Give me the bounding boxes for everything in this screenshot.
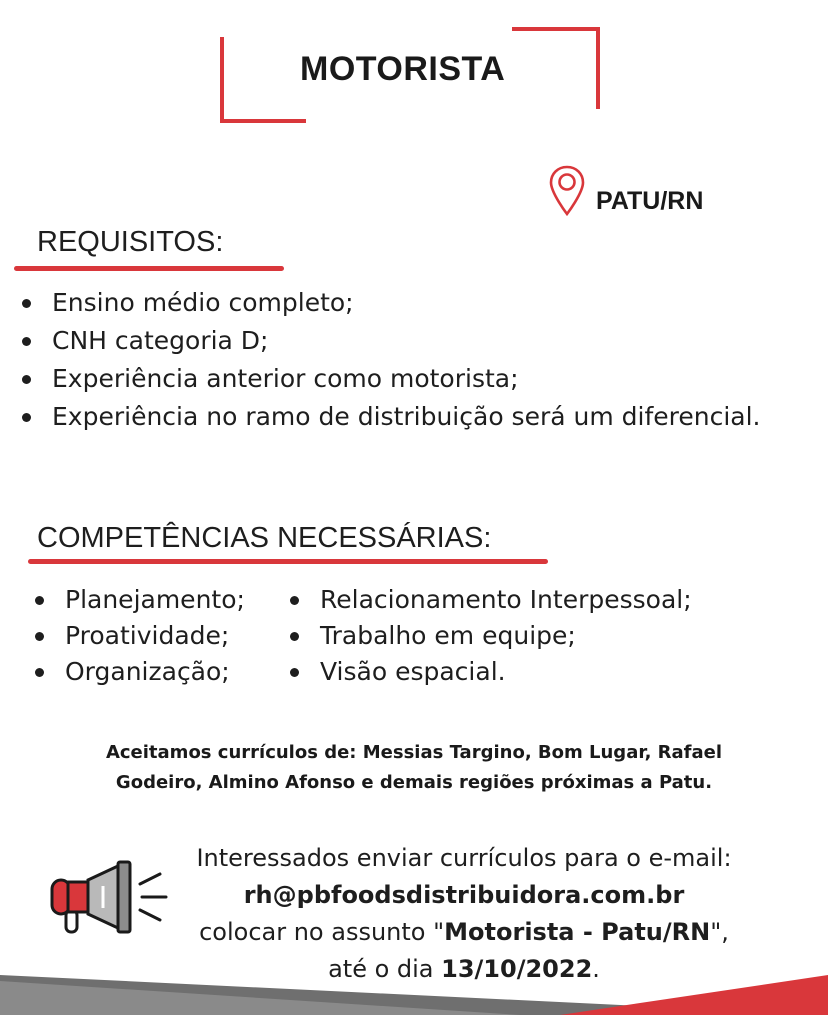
subject-prefix: colocar no assunto " — [199, 918, 445, 946]
competency-item: Planejamento; — [30, 582, 245, 618]
subject-text: Motorista - Patu/RN — [444, 918, 711, 946]
deadline-suffix: . — [592, 955, 600, 983]
competencies-list-right — [285, 582, 692, 690]
competency-item: Visão espacial. — [285, 654, 692, 690]
requirement-item: Ensino médio completo; — [18, 284, 800, 322]
competency-item: Organização; — [30, 654, 245, 690]
regions-line: Aceitamos currículos de: Messias Targino, Bom Lugar, Rafael — [105, 742, 723, 763]
deadline-prefix: até o dia — [328, 955, 442, 983]
title-bracket-right — [512, 27, 600, 109]
subject-suffix: ", — [710, 918, 729, 946]
contact-email: rh@pbfoodsdistribuidora.com.br — [243, 881, 685, 909]
competencies-underline — [28, 559, 548, 564]
requirement-item: Experiência no ramo de distribuição será um diferencial. — [18, 398, 800, 436]
competency-item: Proatividade; — [30, 618, 245, 654]
regions-note — [40, 738, 788, 798]
competency-item: Relacionamento Interpessoal; — [285, 582, 692, 618]
competencies-heading: COMPETÊNCIAS NECESSÁRIAS: — [37, 522, 492, 554]
deadline-date: 13/10/2022 — [441, 955, 593, 983]
competencies-list-left — [30, 582, 245, 690]
regions-line: Godeiro, Almino Afonso e demais regiões próximas a Patu. — [115, 772, 713, 793]
contact-subject-line — [150, 914, 778, 951]
requirements-list — [18, 284, 800, 436]
top-strip — [0, 0, 828, 4]
job-title: MOTORISTA — [300, 50, 506, 88]
map-pin-icon — [549, 165, 585, 217]
competency-item: Trabalho em equipe; — [285, 618, 692, 654]
location-label: PATU/RN — [596, 187, 704, 215]
requirement-item: CNH categoria D; — [18, 322, 800, 360]
title-bracket-left — [220, 37, 306, 123]
contact-instruction: Interessados enviar currículos para o e-mail: — [196, 844, 732, 872]
bottom-decorative-band — [0, 955, 828, 1015]
requirements-heading: REQUISITOS: — [37, 226, 224, 258]
requirement-item: Experiência anterior como motorista; — [18, 360, 800, 398]
requirements-underline — [14, 266, 284, 271]
